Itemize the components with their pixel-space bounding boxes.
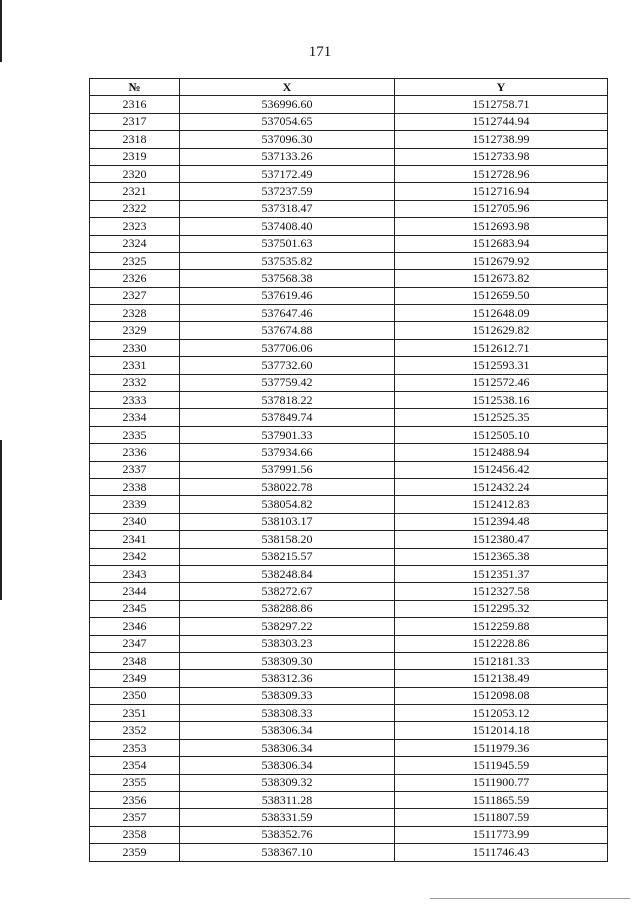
cell-y: 1512648.09 (395, 305, 608, 322)
scan-bottom-line (430, 898, 630, 899)
table-row (90, 496, 608, 513)
table-row (90, 652, 608, 669)
cell-y: 1512679.92 (395, 252, 608, 269)
cell-y: 1512728.96 (395, 165, 608, 182)
cell-number: 2354 (90, 757, 180, 774)
table-row (90, 287, 608, 304)
table-row (90, 792, 608, 809)
table-row (90, 774, 608, 791)
cell-number: 2345 (90, 600, 180, 617)
table-row (90, 635, 608, 652)
cell-y: 1512733.98 (395, 148, 608, 165)
cell-x: 538022.78 (180, 478, 395, 495)
cell-x: 538306.34 (180, 757, 395, 774)
cell-number: 2318 (90, 131, 180, 148)
cell-x: 537991.56 (180, 461, 395, 478)
cell-number: 2339 (90, 496, 180, 513)
cell-number: 2357 (90, 809, 180, 826)
cell-x: 538297.22 (180, 618, 395, 635)
cell-x: 537408.40 (180, 218, 395, 235)
cell-y: 1512572.46 (395, 374, 608, 391)
cell-y: 1512538.16 (395, 392, 608, 409)
cell-y: 1512659.50 (395, 287, 608, 304)
cell-y: 1512738.99 (395, 131, 608, 148)
cell-number: 2341 (90, 531, 180, 548)
cell-x: 538215.57 (180, 548, 395, 565)
cell-number: 2353 (90, 739, 180, 756)
cell-y: 1511773.99 (395, 826, 608, 843)
cell-x: 537934.66 (180, 444, 395, 461)
cell-y: 1512612.71 (395, 339, 608, 356)
cell-number: 2317 (90, 113, 180, 130)
cell-number: 2326 (90, 270, 180, 287)
table-row (90, 513, 608, 530)
cell-y: 1512673.82 (395, 270, 608, 287)
cell-y: 1512412.83 (395, 496, 608, 513)
cell-number: 2347 (90, 635, 180, 652)
table-row (90, 183, 608, 200)
table-row (90, 809, 608, 826)
cell-y: 1512380.47 (395, 531, 608, 548)
cell-y: 1512593.31 (395, 357, 608, 374)
cell-number: 2325 (90, 252, 180, 269)
cell-x: 538306.34 (180, 739, 395, 756)
cell-y: 1512351.37 (395, 565, 608, 582)
cell-number: 2352 (90, 722, 180, 739)
cell-x: 538054.82 (180, 496, 395, 513)
cell-x: 538158.20 (180, 531, 395, 548)
cell-x: 538331.59 (180, 809, 395, 826)
cell-y: 1512228.86 (395, 635, 608, 652)
cell-number: 2329 (90, 322, 180, 339)
cell-y: 1511807.59 (395, 809, 608, 826)
cell-y: 1511979.36 (395, 739, 608, 756)
cell-x: 536996.60 (180, 96, 395, 113)
cell-number: 2328 (90, 305, 180, 322)
table-row (90, 235, 608, 252)
cell-number: 2355 (90, 774, 180, 791)
table-row (90, 461, 608, 478)
cell-y: 1512683.94 (395, 235, 608, 252)
table-row (90, 565, 608, 582)
cell-y: 1512295.32 (395, 600, 608, 617)
table-row (90, 618, 608, 635)
cell-number: 2344 (90, 583, 180, 600)
cell-x: 537535.82 (180, 252, 395, 269)
cell-x: 538309.32 (180, 774, 395, 791)
table-row (90, 200, 608, 217)
cell-number: 2334 (90, 409, 180, 426)
table-row (90, 687, 608, 704)
cell-number: 2321 (90, 183, 180, 200)
cell-y: 1512456.42 (395, 461, 608, 478)
cell-x: 538272.67 (180, 583, 395, 600)
cell-number: 2359 (90, 844, 180, 861)
cell-number: 2356 (90, 792, 180, 809)
cell-y: 1512693.98 (395, 218, 608, 235)
cell-y: 1512525.35 (395, 409, 608, 426)
table-row (90, 444, 608, 461)
cell-x: 537237.59 (180, 183, 395, 200)
cell-number: 2322 (90, 200, 180, 217)
cell-number: 2332 (90, 374, 180, 391)
cell-x: 537706.06 (180, 339, 395, 356)
scan-edge-mark (0, 440, 2, 600)
cell-x: 538306.34 (180, 722, 395, 739)
cell-number: 2358 (90, 826, 180, 843)
cell-x: 538312.36 (180, 670, 395, 687)
cell-x: 537619.46 (180, 287, 395, 304)
coordinates-table (89, 78, 608, 862)
cell-number: 2350 (90, 687, 180, 704)
table-row (90, 478, 608, 495)
cell-y: 1512629.82 (395, 322, 608, 339)
cell-y: 1511945.59 (395, 757, 608, 774)
cell-y: 1512432.24 (395, 478, 608, 495)
table-row (90, 165, 608, 182)
table-row (90, 548, 608, 565)
cell-number: 2351 (90, 705, 180, 722)
cell-number: 2327 (90, 287, 180, 304)
table-row (90, 705, 608, 722)
cell-y: 1511865.59 (395, 792, 608, 809)
cell-number: 2316 (90, 96, 180, 113)
cell-x: 538303.23 (180, 635, 395, 652)
cell-number: 2324 (90, 235, 180, 252)
table-row (90, 583, 608, 600)
cell-x: 537818.22 (180, 392, 395, 409)
cell-number: 2320 (90, 165, 180, 182)
cell-y: 1512394.48 (395, 513, 608, 530)
cell-x: 537568.38 (180, 270, 395, 287)
cell-x: 537172.49 (180, 165, 395, 182)
table-row (90, 305, 608, 322)
table-row (90, 148, 608, 165)
header-number: № (90, 79, 180, 96)
cell-number: 2333 (90, 392, 180, 409)
cell-number: 2331 (90, 357, 180, 374)
cell-y: 1512138.49 (395, 670, 608, 687)
cell-number: 2343 (90, 565, 180, 582)
table-row (90, 409, 608, 426)
cell-x: 538103.17 (180, 513, 395, 530)
cell-y: 1512098.08 (395, 687, 608, 704)
cell-y: 1512758.71 (395, 96, 608, 113)
table-row (90, 531, 608, 548)
cell-y: 1511746.43 (395, 844, 608, 861)
cell-y: 1512365.38 (395, 548, 608, 565)
cell-x: 538308.33 (180, 705, 395, 722)
cell-x: 538311.28 (180, 792, 395, 809)
cell-number: 2319 (90, 148, 180, 165)
cell-x: 537849.74 (180, 409, 395, 426)
cell-x: 538309.33 (180, 687, 395, 704)
cell-x: 537096.30 (180, 131, 395, 148)
table-row (90, 113, 608, 130)
table-row (90, 374, 608, 391)
cell-x: 538248.84 (180, 565, 395, 582)
cell-x: 537732.60 (180, 357, 395, 374)
cell-y: 1511900.77 (395, 774, 608, 791)
cell-number: 2337 (90, 461, 180, 478)
cell-x: 537054.65 (180, 113, 395, 130)
table-row (90, 826, 608, 843)
cell-y: 1512716.94 (395, 183, 608, 200)
page-number: 171 (308, 44, 332, 60)
cell-x: 537318.47 (180, 200, 395, 217)
cell-x: 537501.63 (180, 235, 395, 252)
cell-number: 2342 (90, 548, 180, 565)
cell-number: 2336 (90, 444, 180, 461)
scan-edge-mark (0, 0, 2, 62)
cell-y: 1512014.18 (395, 722, 608, 739)
table-row (90, 96, 608, 113)
cell-y: 1512259.88 (395, 618, 608, 635)
cell-x: 538288.86 (180, 600, 395, 617)
cell-number: 2330 (90, 339, 180, 356)
cell-x: 537647.46 (180, 305, 395, 322)
cell-y: 1512181.33 (395, 652, 608, 669)
cell-x: 538309.30 (180, 652, 395, 669)
table-row (90, 270, 608, 287)
cell-x: 537901.33 (180, 426, 395, 443)
table-row (90, 844, 608, 861)
cell-y: 1512744.94 (395, 113, 608, 130)
cell-x: 537759.42 (180, 374, 395, 391)
table-row (90, 392, 608, 409)
cell-y: 1512053.12 (395, 705, 608, 722)
table-row (90, 339, 608, 356)
cell-x: 538367.10 (180, 844, 395, 861)
cell-number: 2349 (90, 670, 180, 687)
cell-x: 537674.88 (180, 322, 395, 339)
table-row (90, 357, 608, 374)
table-row (90, 757, 608, 774)
cell-number: 2340 (90, 513, 180, 530)
table-row (90, 600, 608, 617)
table-row (90, 131, 608, 148)
table-row (90, 722, 608, 739)
table-row (90, 739, 608, 756)
cell-x: 537133.26 (180, 148, 395, 165)
table-row (90, 322, 608, 339)
table-row (90, 670, 608, 687)
cell-x: 538352.76 (180, 826, 395, 843)
cell-number: 2348 (90, 652, 180, 669)
cell-number: 2323 (90, 218, 180, 235)
cell-number: 2346 (90, 618, 180, 635)
cell-number: 2335 (90, 426, 180, 443)
cell-y: 1512327.58 (395, 583, 608, 600)
cell-y: 1512488.94 (395, 444, 608, 461)
header-y: Y (395, 79, 608, 96)
header-x: X (180, 79, 395, 96)
cell-y: 1512705.96 (395, 200, 608, 217)
table-body (90, 96, 608, 861)
cell-number: 2338 (90, 478, 180, 495)
cell-y: 1512505.10 (395, 426, 608, 443)
table-row (90, 252, 608, 269)
table-header-row (90, 79, 608, 96)
table-row (90, 426, 608, 443)
table-row (90, 218, 608, 235)
